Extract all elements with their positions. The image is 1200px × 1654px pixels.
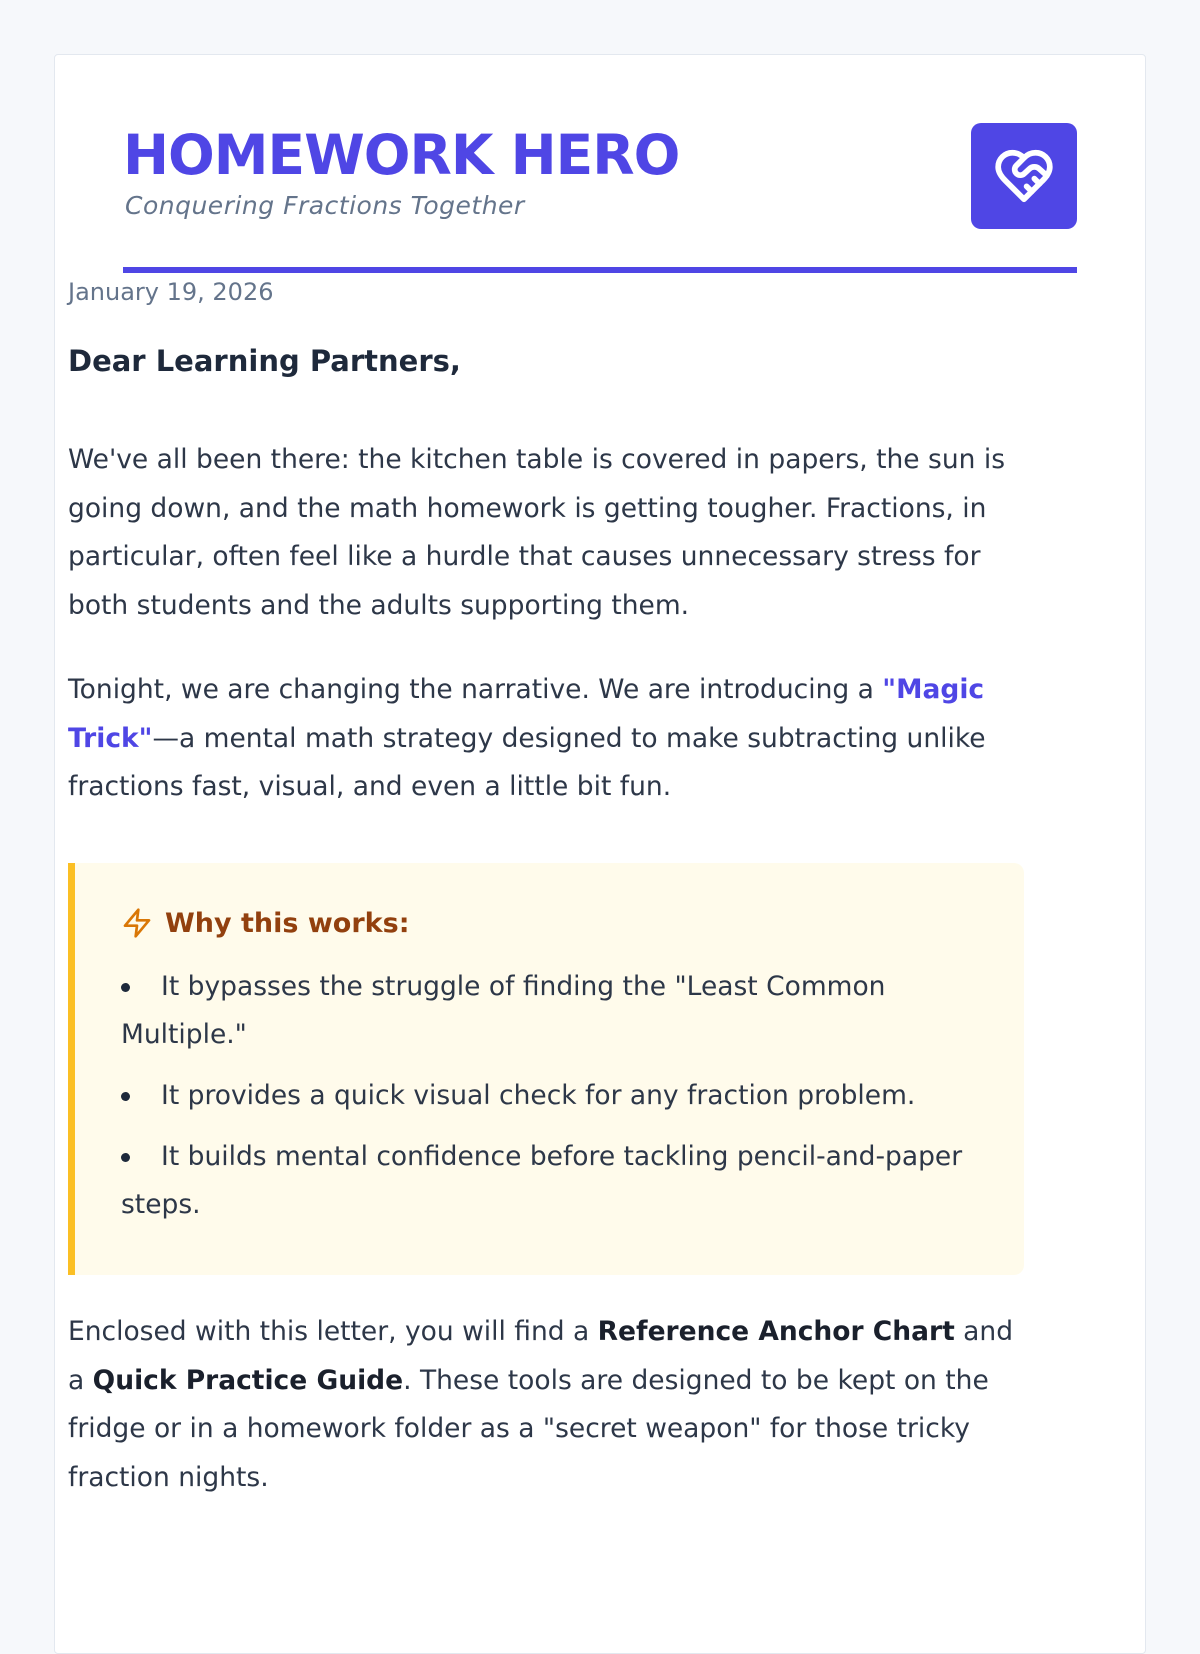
list-item: It provides a quick visual check for any fraction problem. bbox=[121, 1072, 991, 1120]
practice-guide-label: Quick Practice Guide bbox=[92, 1364, 404, 1396]
list-item: It bypasses the struggle of finding the "Least Common Multiple." bbox=[121, 963, 991, 1059]
enclosure-text-1: Enclosed with this letter, you will find a bbox=[68, 1316, 598, 1347]
letter-greeting: Dear Learning Partners, bbox=[68, 344, 461, 378]
anchor-chart-label: Reference Anchor Chart bbox=[597, 1316, 955, 1347]
enclosure-text-3: . These tools are designed to be kept on the fridge or in a homework folder as a "secret weapon" for those tricky fraction nights. bbox=[68, 1364, 989, 1493]
callout-list bbox=[121, 963, 991, 1242]
lightning-bolt-icon bbox=[121, 907, 153, 939]
list-item: It builds mental confidence before tackling pencil-and-paper steps. bbox=[121, 1133, 991, 1229]
letter-date: January 19, 2026 bbox=[68, 278, 274, 306]
callout-title-text: Why this works: bbox=[165, 907, 410, 939]
strategy-text-end: —a mental math strategy designed to make subtracting unlike fractions fast, visual, and even a little bit fun. bbox=[68, 722, 986, 802]
page-subtitle: Conquering Fractions Together bbox=[125, 191, 525, 220]
heart-handshake-icon bbox=[993, 145, 1055, 207]
intro-paragraph: We've all been there: the kitchen table is covered in papers, the sun is going down, and the math homework is getting tougher. Fractions, in particular, often feel like a hurdle that causes unnecessary stress for both students and the adults supporting them. bbox=[68, 444, 1006, 621]
why-it-works-callout bbox=[68, 863, 1024, 1275]
callout-title bbox=[121, 907, 410, 939]
enclosure-text-2: and a bbox=[68, 1316, 1014, 1396]
strategy-paragraph bbox=[68, 666, 1028, 812]
letter-header bbox=[123, 55, 1077, 273]
strategy-text-start: Tonight, we are changing the narrative. We are introducing a bbox=[68, 674, 883, 705]
logo-badge bbox=[971, 123, 1077, 229]
enclosure-paragraph bbox=[68, 1308, 1028, 1502]
magic-trick-highlight: "Magic Trick" bbox=[68, 674, 985, 754]
page-title: HOMEWORK HERO bbox=[123, 123, 680, 187]
